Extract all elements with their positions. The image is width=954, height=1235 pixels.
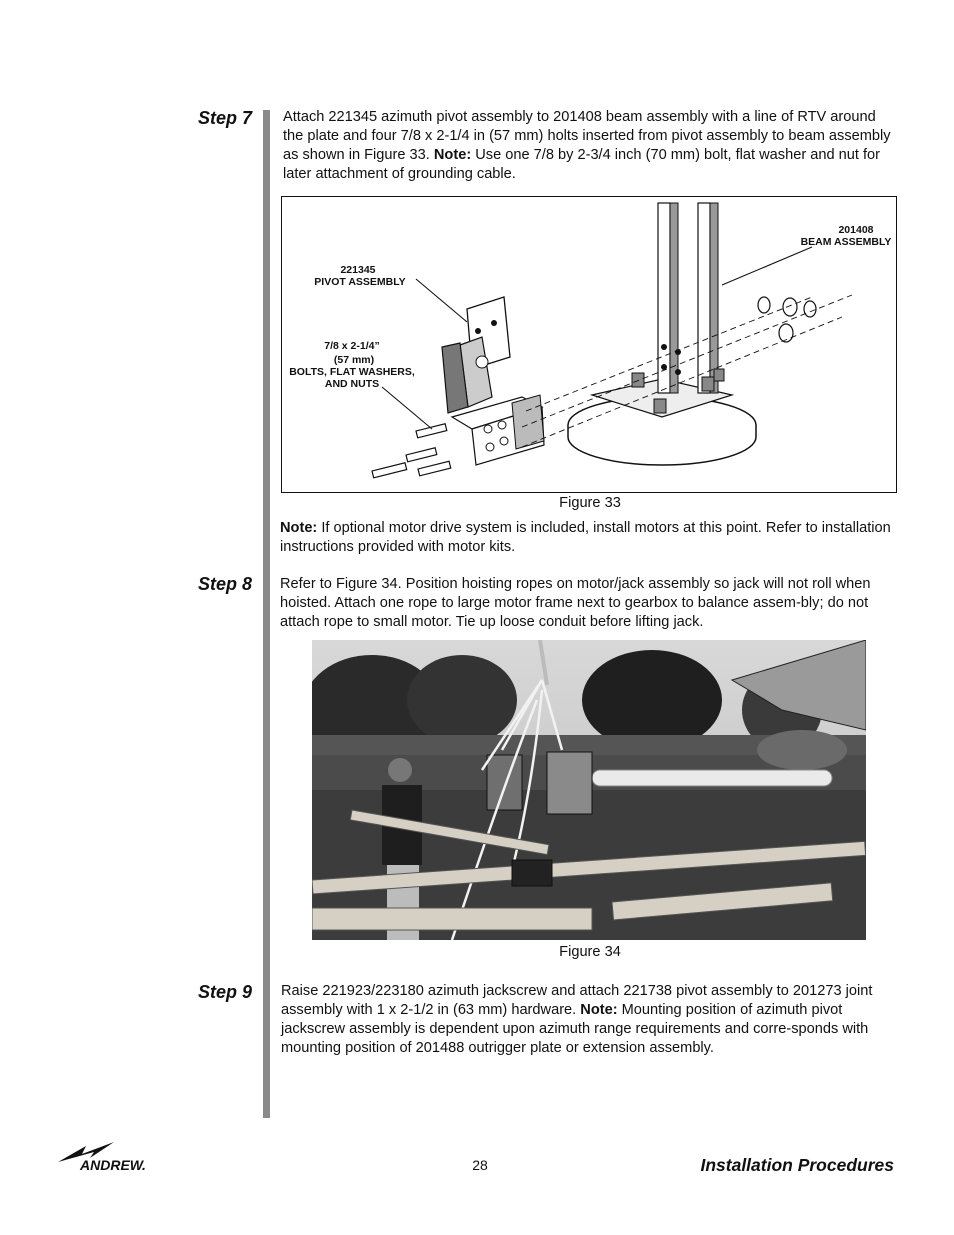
figure-33-drawing — [282, 197, 895, 491]
margin-rule — [263, 110, 270, 1118]
step-9-label: Step 9 — [197, 982, 252, 1002]
section-title: Installation Procedures — [700, 1155, 894, 1175]
label-bolt-size: 7/8 x 2-1/4” — [324, 340, 380, 352]
label-and-nuts: AND NUTS — [324, 378, 380, 390]
label-201408: 201408 — [838, 224, 874, 236]
motor-note: Note: If optional motor drive system is included, install motors at this point. Refer to installation instructions provided with motor kits. — [280, 520, 891, 555]
andrew-logo-text: ANDREW. — [80, 1157, 146, 1173]
figure-33 — [281, 196, 897, 493]
label-bolts-washers: BOLTS, FLAT WASHERS, — [289, 366, 415, 378]
andrew-logo — [56, 1140, 170, 1174]
step-7-label: Step 7 — [197, 108, 252, 128]
figure-34-photo — [312, 640, 866, 940]
label-221345: 221345 — [340, 264, 376, 276]
label-beam-assembly: BEAM ASSEMBLY — [800, 236, 892, 248]
step-8-text: Refer to Figure 34. Position hoisting ropes on motor/jack assembly so jack will not roll when hoisted. Attach one rope to large motor frame next to gearbox to balance assem-bly; do not attach rope to small motor. Tie up loose conduit before lifting jack. — [280, 576, 871, 630]
figure-33-caption: Figure 33 — [559, 495, 621, 511]
step-9-text: Raise 221923/223180 azimuth jackscrew and attach 221738 pivot assembly to 201273 joint assembly with 1 x 2-1/2 in (63 mm) hardware. Note: Mounting position of azimuth pivot jackscrew assembly is dependent upon azimuth range requirements and corre-sponds with mounting position of 201488 outrigger plate or extension assembly. — [281, 983, 873, 1056]
step-8-label: Step 8 — [197, 574, 252, 594]
page-number: 28 — [472, 1157, 488, 1173]
label-bolt-mm: (57 mm) — [333, 354, 375, 366]
figure-34-caption: Figure 34 — [559, 944, 621, 960]
step-7-text: Attach 221345 azimuth pivot assembly to 201408 beam assembly with a line of RTV around the plate and four 7/8 x 2-1/4 in (57 mm) holts inserted from pivot assembly to beam assembly as shown in Figure 33. Note: Use one 7/8 by 2-3/4 inch (70 mm) bolt, flat washer and nut for later attachment of grounding cable. — [283, 109, 891, 182]
label-pivot-assembly: PIVOT ASSEMBLY — [314, 276, 406, 288]
